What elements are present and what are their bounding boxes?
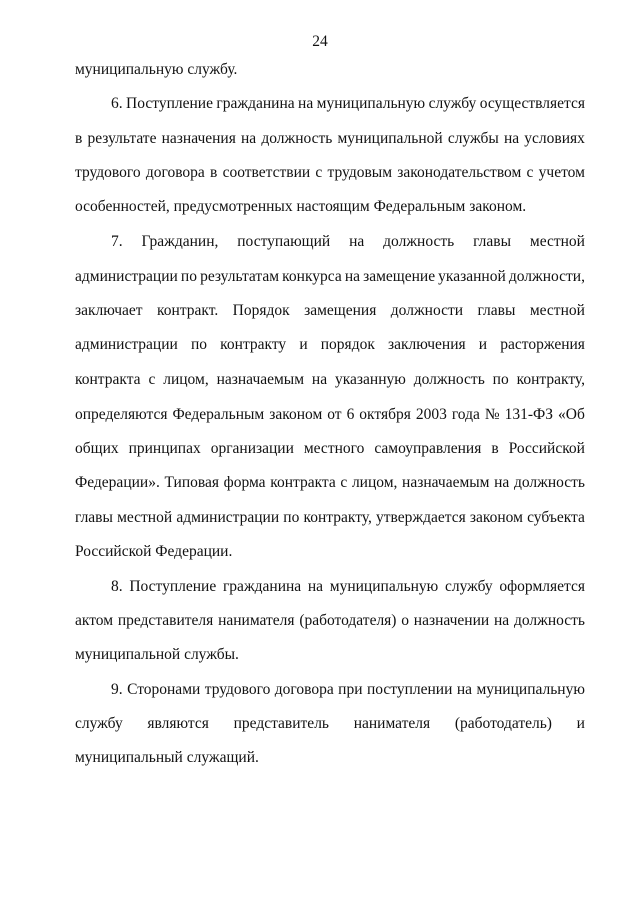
word: конкурса [282, 268, 342, 285]
word: и [478, 336, 488, 353]
word: с [340, 474, 348, 491]
word: Федеральным [172, 406, 265, 423]
word: 7. [111, 233, 123, 250]
word: о [401, 612, 409, 629]
word: 6. [111, 95, 123, 112]
word: 6 [346, 406, 355, 423]
text-line [75, 335, 585, 355]
word: назначаемым [216, 371, 305, 388]
word: принципах [128, 440, 201, 457]
word: условиях [524, 130, 585, 147]
word: актом [75, 612, 114, 629]
word: законом [269, 406, 323, 423]
word: года [451, 406, 480, 423]
word: утверждается [376, 509, 466, 526]
word: договора [274, 681, 334, 698]
word: определяются [75, 406, 168, 423]
word: законом [469, 509, 523, 526]
word: самоуправления [374, 440, 482, 457]
word: местной [529, 233, 585, 250]
text-line [75, 439, 585, 459]
word: администрации [176, 509, 280, 526]
word: контракту, [303, 509, 372, 526]
word: на [344, 268, 360, 285]
word: должность [513, 612, 585, 629]
word: октября [359, 406, 411, 423]
word: организации [210, 440, 294, 457]
word: договора [145, 164, 205, 181]
word: местной [529, 302, 585, 319]
word: на [307, 578, 324, 595]
word: заключения [388, 336, 466, 353]
word: по [180, 268, 197, 285]
word: на [298, 95, 314, 112]
text-line [111, 577, 585, 597]
word: с [526, 164, 534, 181]
word: общих [75, 440, 119, 457]
word: представителя [117, 612, 214, 629]
word: учетом [538, 164, 585, 181]
word: назначаемым [402, 474, 490, 491]
word: 8. [111, 578, 123, 595]
word: назначении [413, 612, 490, 629]
word: на [493, 612, 510, 629]
word: на [456, 681, 473, 698]
text-line: особенностей, предусмотренных настоящим Федеральным законом. [75, 198, 527, 215]
word: законодательством [397, 164, 522, 181]
text-line [75, 163, 585, 183]
text-line: муниципальную службу. [75, 61, 238, 78]
word: должность [383, 233, 455, 250]
word: поступающий [237, 233, 331, 250]
word: оформляется [499, 578, 585, 595]
word: главы [473, 233, 511, 250]
word: (работодателя) [299, 612, 397, 629]
word: трудового [75, 164, 141, 181]
text-line [75, 611, 585, 631]
word: Типовая [164, 474, 220, 491]
word: муниципальную [316, 95, 426, 112]
text-line [75, 473, 585, 493]
word: по [492, 371, 509, 388]
word: муниципальную [329, 578, 439, 595]
word: контракта [270, 474, 336, 491]
word: лицом, [351, 474, 398, 491]
word: Сторонами [127, 681, 201, 698]
word: расторжения [500, 336, 585, 353]
text-line: муниципальной службы. [75, 646, 239, 663]
text-line [111, 680, 585, 700]
word: замещение [363, 268, 436, 285]
word: лицом, [163, 371, 209, 388]
word: должности [390, 302, 464, 319]
word: службу [444, 578, 493, 595]
word: администрации [75, 268, 178, 285]
word: гражданина [222, 578, 302, 595]
word: на [241, 130, 257, 147]
word: порядок [320, 336, 375, 353]
word: (работодатель) [454, 715, 552, 732]
text-line [75, 508, 585, 528]
word: нанимателя [353, 715, 431, 732]
word: Поступление [129, 578, 217, 595]
text-line: Российской Федерации. [75, 543, 233, 560]
word: Гражданин, [141, 233, 219, 250]
text-line [111, 232, 585, 252]
word: в [75, 130, 83, 147]
word: Поступление [126, 95, 213, 112]
word: являются [147, 715, 209, 732]
text-line [75, 714, 585, 734]
word: при [338, 681, 363, 698]
page-number: 24 [312, 33, 328, 50]
word: № [484, 406, 500, 423]
word: замещения [304, 302, 377, 319]
word: местной [117, 509, 173, 526]
word: трудового [204, 681, 271, 698]
word: результате [87, 130, 157, 147]
word: должность [261, 130, 333, 147]
word: и [299, 336, 308, 353]
word: Федерации». [75, 474, 160, 491]
word: главы [477, 302, 516, 319]
word: службы [447, 130, 499, 147]
word: 131-ФЗ [504, 406, 554, 423]
word: контракта [75, 371, 141, 388]
word: на [311, 371, 328, 388]
word: форма [223, 474, 266, 491]
word: нанимателя [218, 612, 295, 629]
word: должность [413, 371, 485, 388]
word: осуществляется [479, 95, 585, 112]
text-line: муниципальный служащий. [75, 749, 259, 766]
word: должности, [508, 268, 585, 285]
word: местного [303, 440, 365, 457]
word: Российской [508, 440, 585, 457]
word: на [349, 233, 365, 250]
text-line [75, 301, 585, 321]
word: указанной [438, 268, 506, 285]
word: контракту, [516, 371, 585, 388]
word: с [315, 164, 323, 181]
word: службу [75, 715, 123, 732]
word: от [327, 406, 342, 423]
word: заключает [75, 302, 143, 319]
word: должность [513, 474, 585, 491]
word: поступлении [366, 681, 453, 698]
word: «Об [558, 406, 585, 423]
word: трудовым [327, 164, 393, 181]
word: главы [75, 509, 113, 526]
word: субъекта [527, 509, 585, 526]
text-line [111, 94, 585, 114]
word: на [503, 130, 520, 147]
word: в [491, 440, 499, 457]
word: 9. [111, 681, 123, 698]
word: контракту [220, 336, 287, 353]
word: соответствии [222, 164, 311, 181]
word: службу [428, 95, 477, 112]
word: результатам [200, 268, 280, 285]
word: гражданина [216, 95, 295, 112]
text-line [75, 405, 585, 425]
word: муниципальной [337, 130, 443, 147]
word: представитель [233, 715, 329, 732]
text-line [75, 129, 585, 149]
word: и [576, 715, 585, 732]
word: контракт. [157, 302, 219, 319]
text-line [75, 370, 585, 390]
word: по [283, 509, 300, 526]
word: 2003 [415, 406, 447, 423]
word: муниципальную [476, 681, 585, 698]
word: Порядок [232, 302, 290, 319]
word: в [210, 164, 218, 181]
word: с [148, 371, 156, 388]
word: назначения [161, 130, 236, 147]
word: на [494, 474, 510, 491]
word: администрации [75, 336, 178, 353]
word: по [190, 336, 208, 353]
text-line [75, 267, 585, 287]
word: указанную [335, 371, 406, 388]
